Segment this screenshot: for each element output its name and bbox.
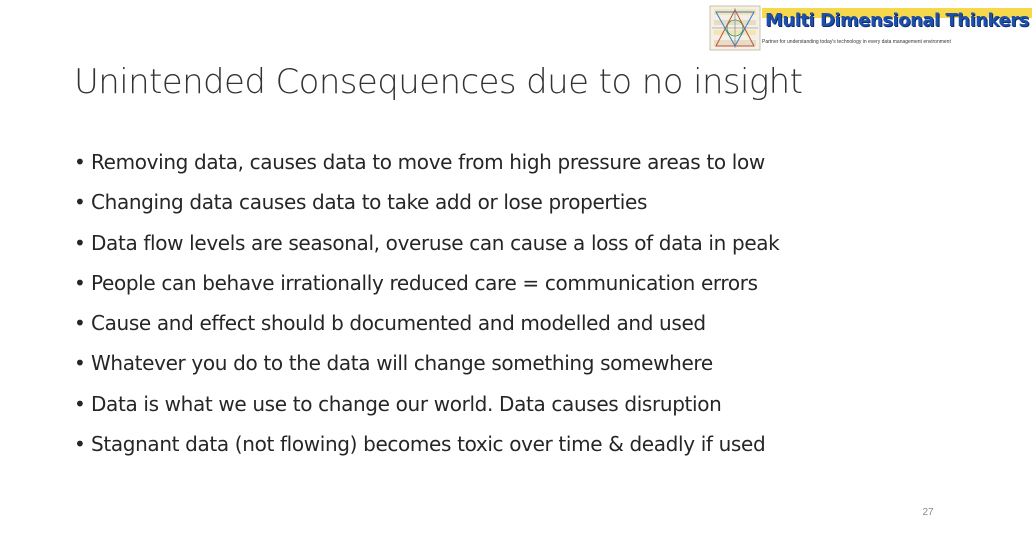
list-item <box>74 182 934 222</box>
list-item <box>74 343 934 383</box>
list-item <box>74 424 934 464</box>
bullet-icon: • <box>74 391 86 416</box>
bullet-icon: • <box>74 150 86 174</box>
bullet-text: Cause and effect should b documented and modelled and used <box>91 311 706 336</box>
slide-title: Unintended Consequences due to no insight <box>74 62 803 102</box>
bullet-text: People can behave irrationally reduced care = communication errors <box>91 270 758 295</box>
bullet-text: Data flow levels are seasonal, overuse can cause a loss of data in peak <box>91 230 780 255</box>
list-item <box>74 303 934 343</box>
list-item <box>74 142 934 182</box>
bullet-list <box>74 142 934 464</box>
logo-wordmark: Multi Dimensional Thinkers <box>762 8 1032 34</box>
bullet-icon: • <box>74 432 86 457</box>
bullet-text: Whatever you do to the data will change something somewhere <box>91 351 713 376</box>
bullet-icon: • <box>74 311 86 336</box>
list-item <box>74 384 934 424</box>
bullet-text: Stagnant data (not flowing) becomes toxic over time & deadly if used <box>91 432 766 457</box>
bullet-text: Changing data causes data to take add or lose properties <box>91 190 648 215</box>
list-item <box>74 223 934 263</box>
bullet-icon: • <box>74 270 86 295</box>
bullet-text: Removing data, causes data to move from high pressure areas to low <box>91 150 765 174</box>
bullet-icon: • <box>74 351 86 376</box>
bullet-text: Data is what we use to change our world. Data causes disruption <box>91 391 722 416</box>
logo-emblem-icon <box>710 6 760 50</box>
list-item <box>74 263 934 303</box>
logo-tagline: Partner for understanding today's technology in every data management environment <box>762 39 951 45</box>
page-number: 27 <box>922 507 934 518</box>
bullet-icon: • <box>74 230 86 255</box>
bullet-icon: • <box>74 190 86 215</box>
company-logo <box>708 6 1029 52</box>
